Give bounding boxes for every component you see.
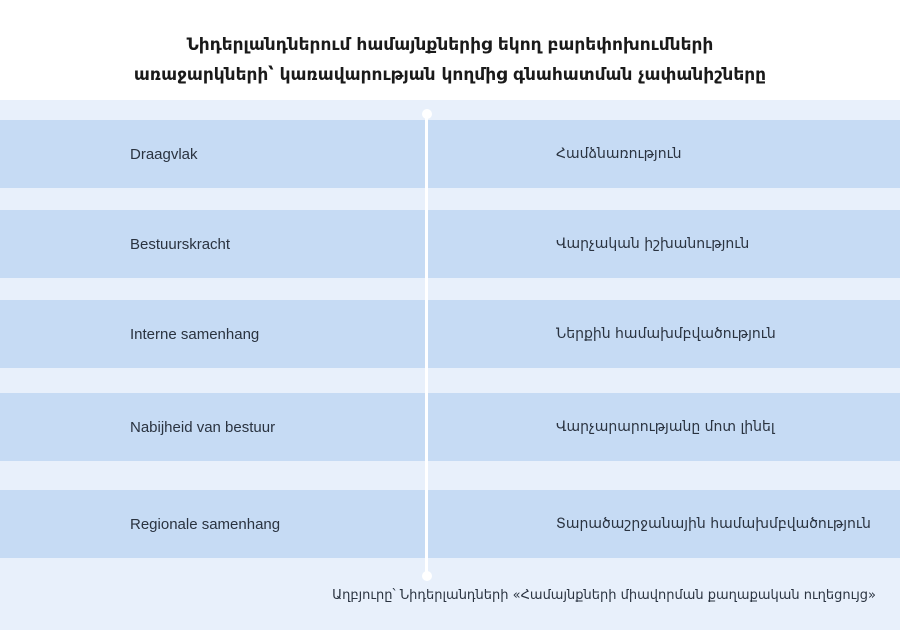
divider-top-dot <box>422 109 432 119</box>
armenian-term: Վարչական իշխանություն <box>556 235 750 252</box>
title-line-1: Նիդերլանդներում համայնքներից եկող բարեփոխումների <box>186 35 714 55</box>
criteria-row <box>0 120 900 188</box>
criteria-row <box>0 393 900 461</box>
divider-bottom-dot <box>422 571 432 581</box>
criteria-row <box>0 210 900 278</box>
dutch-term: Draagvlak <box>130 145 198 163</box>
dutch-term: Regionale samenhang <box>130 515 281 533</box>
dutch-term: Interne samenhang <box>130 325 260 343</box>
armenian-term: Վարչարարությանը մոտ լինել <box>556 418 775 435</box>
criteria-row <box>0 490 900 558</box>
criteria-row <box>0 300 900 368</box>
dutch-term: Nabijheid van bestuur <box>130 418 276 436</box>
source-note: Աղբյուրը՝ Նիդերլանդների «Համայնքների միավորման քաղաքական ուղեցույց» <box>332 588 876 603</box>
armenian-term: Տարածաշրջանային համախմբվածություն <box>556 515 871 532</box>
dutch-term: Bestuurskracht <box>130 235 231 253</box>
armenian-term: Համձնառություն <box>556 145 682 162</box>
page-title <box>0 30 900 90</box>
center-divider <box>425 114 428 576</box>
armenian-term: Ներքին համախմբվածություն <box>556 325 776 342</box>
title-line-2: առաջարկների՝ կառավարության կողմից գնահատման չափանիշները <box>133 65 767 85</box>
